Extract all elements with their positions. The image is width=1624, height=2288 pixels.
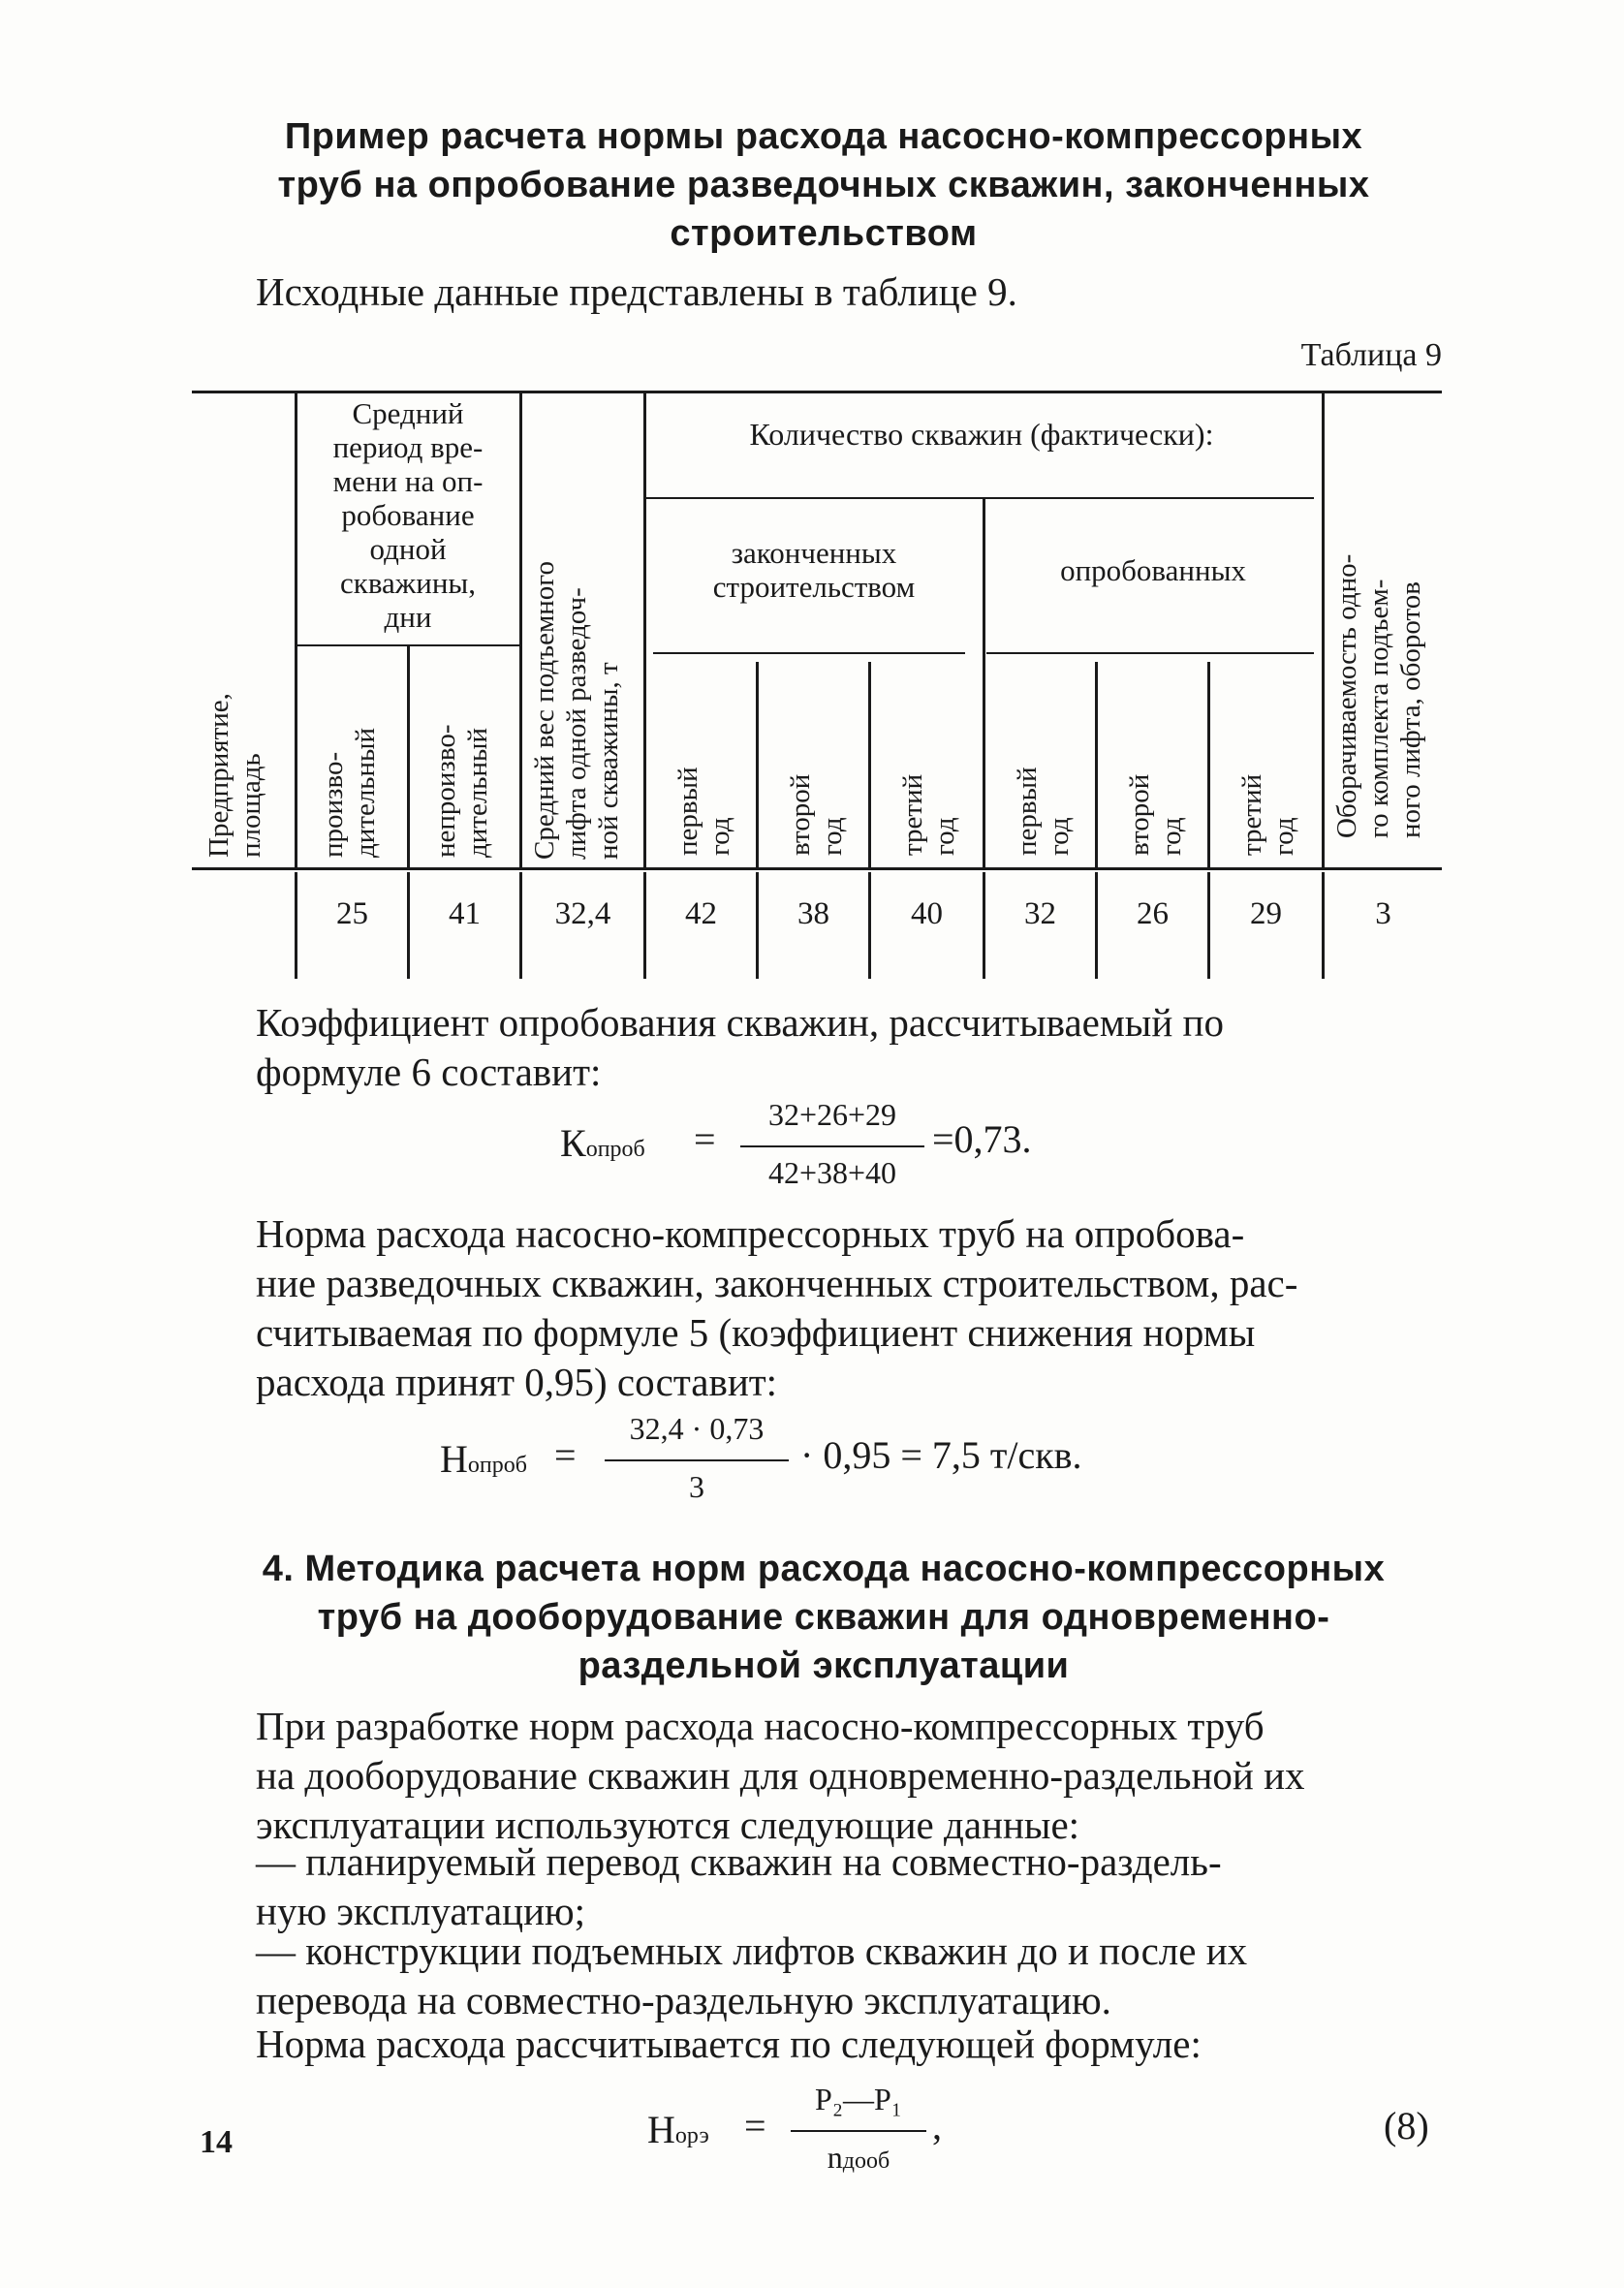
count-sub-rule	[645, 497, 1314, 499]
header-tested: опробованных	[1060, 553, 1246, 587]
header-unproductive: непроизво- дительный	[430, 724, 493, 858]
data-table	[192, 383, 1442, 984]
vrule	[868, 662, 871, 867]
formula-norm-testing: Нопроб = 32,4 · 0,73 3 · 0,95 = 7,5 т/скв.	[440, 1411, 1082, 1504]
tested-sub-rule	[986, 652, 1314, 654]
formula3-denominator: nдооб	[827, 2140, 890, 2175]
vrule	[643, 392, 646, 867]
intro-text: Исходные данные представлены в таблице 9.	[256, 269, 1017, 314]
header-tested-year2: второй год	[1124, 773, 1187, 856]
page-number: 14	[200, 2124, 233, 2160]
header-period: Средний период вре- мени на оп- робование одной скважины, дни	[332, 396, 484, 634]
header-enterprise: Предприятие, площадь	[203, 693, 266, 858]
value-finished-year3: 40	[911, 896, 943, 931]
vrule	[407, 646, 410, 867]
value-weight: 32,4	[554, 896, 611, 931]
vrule	[1207, 662, 1210, 867]
formula1-numerator: 32+26+29	[767, 1097, 897, 1132]
header-turnover: Оборачиваемость одно- го комплекта подъем- ного лифта, оборотов	[1331, 553, 1426, 838]
value-unproductive: 41	[449, 896, 481, 931]
value-tested-year1: 32	[1024, 896, 1056, 931]
list-item-transfer: — планируемый перевод скважин на совместно-раздель- ную эксплуатацию;	[256, 1839, 1222, 1933]
heading-section-4: 4. Методика расчета норм расхода насосно-компрессорных труб на дооборудование скважин для одновременно- раздельной эксплуатации	[262, 1549, 1386, 1686]
formula1-denominator: 42+38+40	[767, 1155, 897, 1190]
header-weight: Средний вес подъемного лифта одной разведоч- ной скважины, т	[529, 561, 624, 860]
header-productive: произво- дительный	[318, 727, 381, 858]
formula-number: (8)	[1384, 2104, 1429, 2147]
value-tested-year3: 29	[1250, 896, 1282, 931]
formula3-numerator: Р₂—Р₁	[815, 2082, 902, 2116]
vrule	[756, 662, 759, 867]
vrule	[1322, 392, 1325, 867]
value-finished-year1: 42	[685, 896, 717, 931]
header-finished-year3: третий год	[897, 773, 960, 856]
value-productive: 25	[336, 896, 368, 931]
formula1-fraction-bar	[740, 1145, 924, 1147]
paragraph-coefficient: Коэффициент опробования скважин, рассчитываемый по формуле 6 составит:	[256, 1000, 1224, 1094]
formula2-denominator: 3	[689, 1469, 704, 1504]
formula3-lhs: Норэ	[647, 2108, 709, 2151]
vrule	[1095, 662, 1098, 867]
formula1-lhs: Копроб	[560, 1121, 645, 1165]
formula2-lhs: Нопроб	[440, 1437, 527, 1481]
header-finished-year2: второй год	[785, 773, 848, 856]
heading-example: Пример расчета нормы расхода насосно-компрессорных труб на опробование разведочных скважин, законченных строительством	[277, 116, 1370, 254]
vrule	[983, 499, 985, 867]
value-tested-year2: 26	[1137, 896, 1169, 931]
header-finished: законченных строительством	[712, 536, 916, 604]
header-tested-year3: третий год	[1236, 773, 1299, 856]
formula2-numerator: 32,4 · 0,73	[629, 1411, 765, 1446]
table-caption: Таблица 9	[1300, 337, 1442, 373]
table-top-rule	[192, 391, 1442, 393]
formula-coefficient: Копроб = 32+26+29 42+38+40 =0,73.	[560, 1097, 1032, 1190]
paragraph-norm-testing: Норма расхода насосно-компрессорных труб на опробова- ние разведочных скважин, законченных строительством, рас- считываемая по формуле 5 (коэффициент снижения нормы расхода принят 0,95) составит:	[256, 1211, 1298, 1404]
paragraph-development: При разработке норм расхода насосно-компрессорных труб на дооборудование скважин для одновременно-раздельной их эксплуатации используются следующие данные:	[256, 1704, 1305, 1847]
list-item-constructions: — конструкции подъемных лифтов скважин до и после их перевода на совместно-раздельную эксплуатацию.	[256, 1928, 1248, 2022]
formula2-fraction-bar	[605, 1459, 789, 1461]
vrule	[295, 392, 297, 867]
vrule	[519, 392, 522, 867]
finished-sub-rule	[653, 652, 965, 654]
value-turnover: 3	[1375, 896, 1391, 931]
header-tested-year1: первый год	[1012, 767, 1075, 856]
paragraph-formula-intro: Норма расхода рассчитывается по следующей формуле:	[256, 2022, 1202, 2066]
header-finished-year1: первый год	[672, 767, 735, 856]
header-count: Количество скважин (фактически):	[749, 417, 1214, 452]
value-finished-year2: 38	[797, 896, 829, 931]
header-bottom-rule	[192, 867, 1442, 870]
formula-8: Норэ = Р₂—Р₁ nдооб , (8)	[647, 2082, 1429, 2175]
formula3-fraction-bar	[791, 2130, 926, 2132]
